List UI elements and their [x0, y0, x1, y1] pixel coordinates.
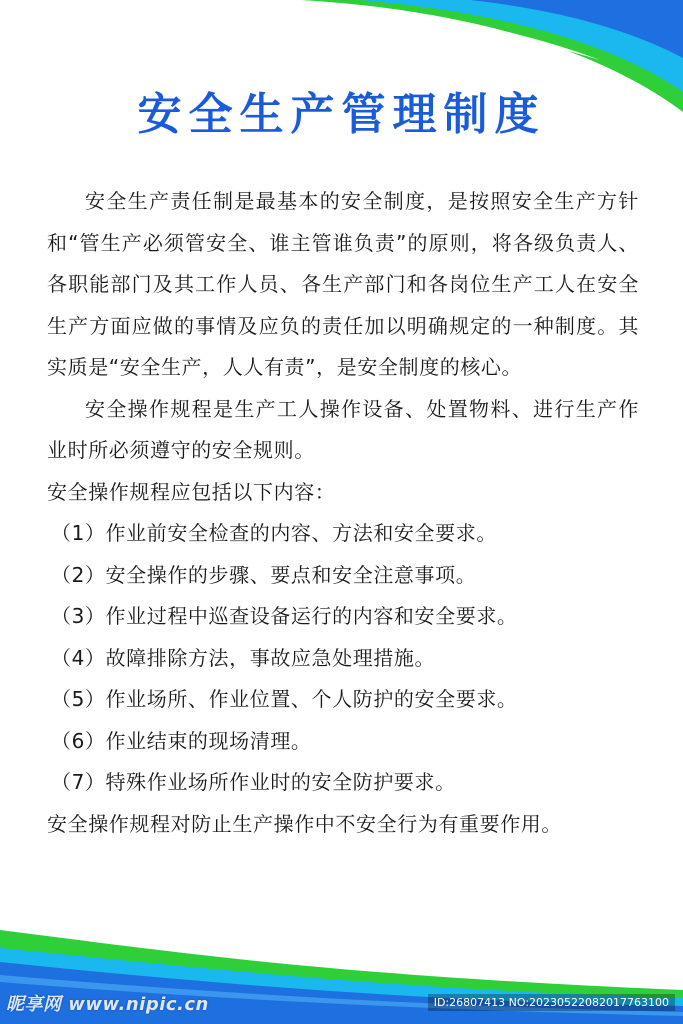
list-intro: 安全操作规程应包括以下内容： [47, 479, 336, 504]
closing-statement: 安全操作规程对防止生产操作中不安全行为有重要作用。 [47, 811, 562, 836]
list-item: （5）作业场所、作业位置、个人防护的安全要求。 [51, 687, 518, 711]
list-item: （2）安全操作的步骤、要点和安全注意事项。 [51, 562, 477, 587]
list-item: （6）作业结束的现场清理。 [51, 728, 312, 753]
list-item: （3）作业过程中巡查设备运行的内容和安全要求。 [51, 604, 518, 628]
paragraph-responsibility: 安全生产责任制是最基本的安全制度，是按照安全生产方针和“管生产必须管安全、谁主管谁负责”的原则，将各级负责人、各职能部门及其工作人员、各生产部门和各岗位生产工人在安全生产方面应做的事情及应负的责任加以明确规定的一种制度。其实质是“安全生产，人人有责”，是安全制度的核心。 [47, 189, 639, 379]
watermark-site: 昵享网 www.nipic.cn [6, 994, 209, 1015]
page-title: 安全生产管理制度 [137, 89, 546, 140]
list-item: （7）特殊作业场所作业时的安全防护要求。 [51, 770, 456, 794]
paragraph-operating-rules: 安全操作规程是生产工人操作设备、处置物料、进行生产作业时所必须遵守的安全规则。 [47, 396, 639, 462]
list-item: （1）作业前安全检查的内容、方法和安全要求。 [51, 521, 497, 545]
watermark-id: ID:26807413 NO:20230522082017763100 [428, 994, 675, 1011]
list-item: （4）故障排除方法，事故应急处理措施。 [51, 645, 436, 670]
document-body [47, 181, 639, 845]
